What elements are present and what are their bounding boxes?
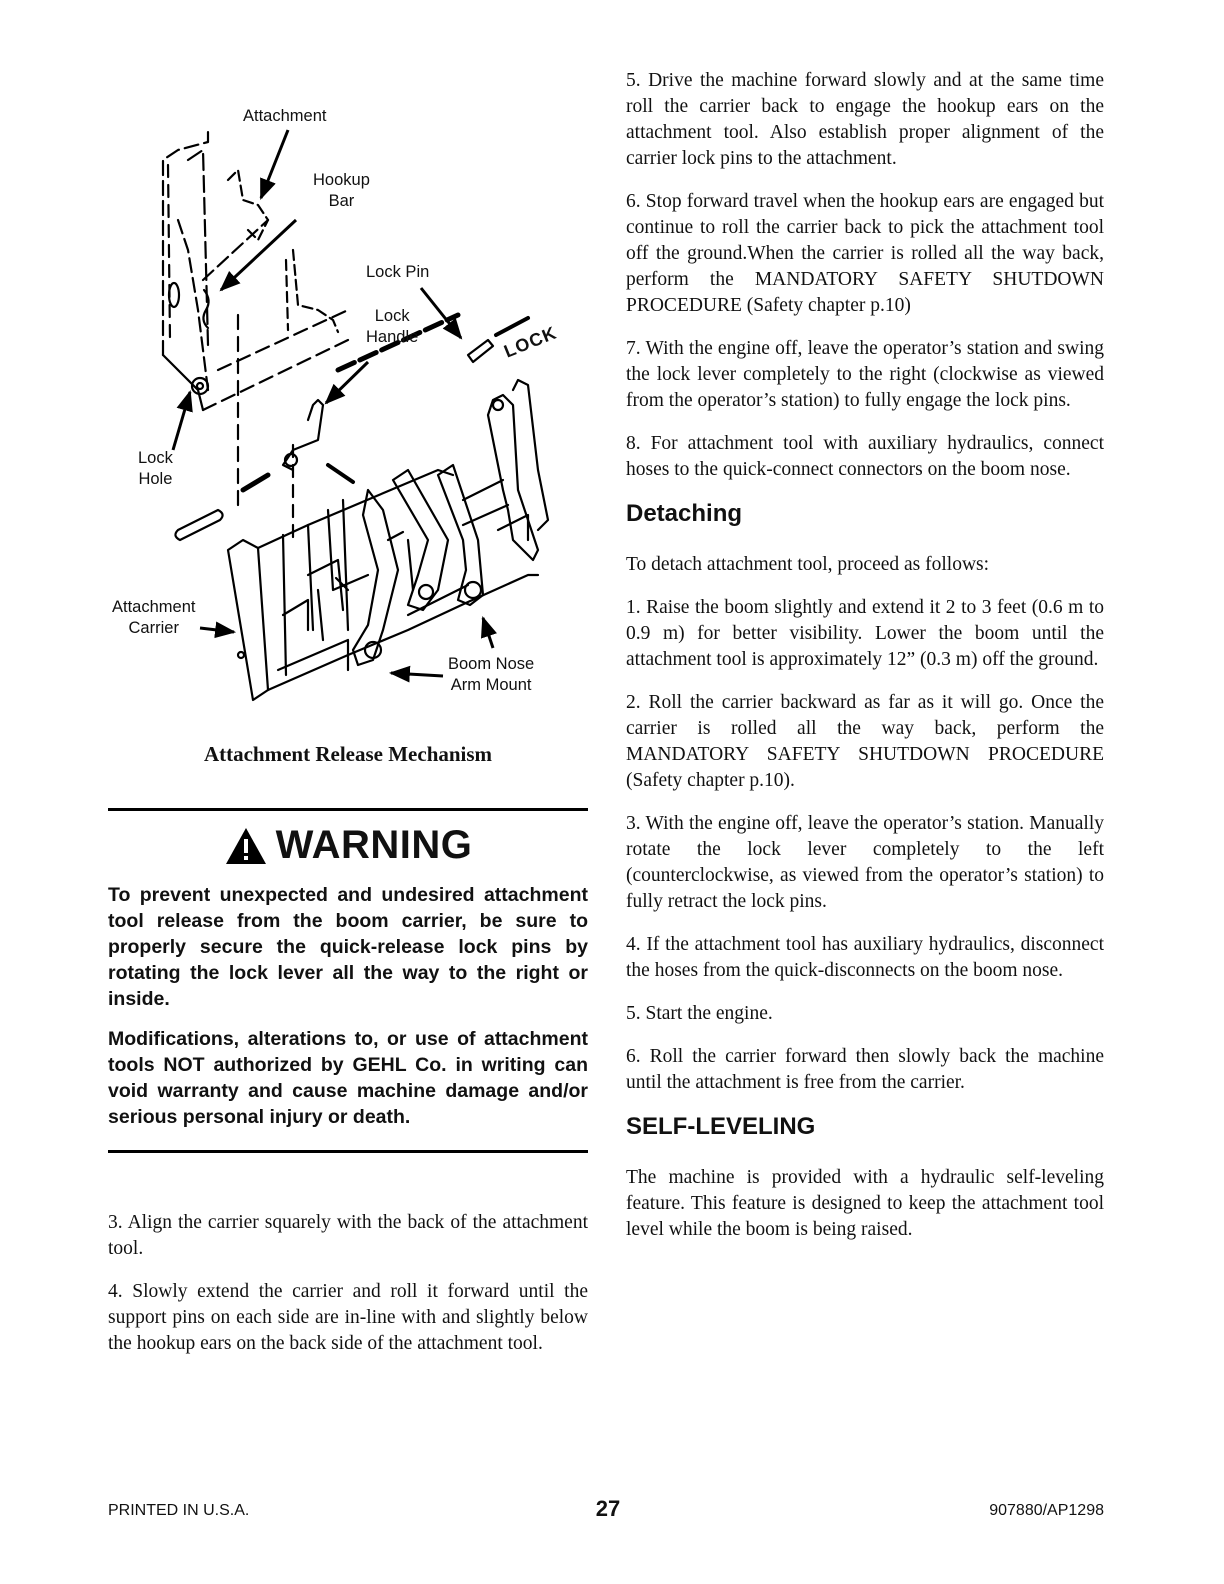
footer-doc-number: 907880/AP1298	[989, 1502, 1104, 1519]
label-hookup-bar: Hookup Bar	[313, 171, 370, 210]
step-item: 3. Align the carrier squarely with the back of the attachment tool.	[108, 1212, 588, 1259]
detaching-intro: To detach attachment tool, proceed as follows:	[626, 554, 990, 575]
label-lock-direction: LOCK	[501, 322, 560, 362]
step-item: 4. Slowly extend the carrier and roll it forward until the support pins on each side are in-line with and slightly below the hookup ears on the back side of the attachment tool.	[108, 1281, 588, 1354]
label-lock-handle: Lock Handle	[366, 307, 419, 346]
self-leveling-text: The machine is provided with a hydraulic self-leveling feature. This feature is designed to keep the attachment tool level while the boom is being raised.	[626, 1167, 1104, 1240]
step-item: 4. If the attachment tool has auxiliary hydraulics, disconnect the hoses from the quick-disconnects on the boom nose.	[626, 934, 1104, 981]
label-lock-hole: Lock Hole	[138, 449, 173, 488]
self-leveling-heading: SELF-LEVELING	[626, 1113, 816, 1140]
step-item: 7. With the engine off, leave the operator’s station and swing the lock lever completely to the right (clockwise as viewed from the operator’s station) to fully engage the lock pins.	[626, 338, 1104, 411]
left-steps	[108, 1210, 588, 1374]
label-lock-pin: Lock Pin	[366, 263, 430, 281]
label-boom-nose: Boom Nose Arm Mount	[448, 655, 535, 694]
left-column	[108, 70, 588, 1354]
warning-paragraph: Modifications, alterations to, or use of attachment tools NOT authorized by GEHL Co. in writing can void warranty and cause machine damage and/or serious personal injury or death.	[108, 1028, 588, 1128]
step-item: 6. Roll the carrier forward then slowly back the machine until the attachment is free from the carrier.	[626, 1046, 1104, 1093]
step-item: 3. With the engine off, leave the operator’s station. Manually rotate the lock lever completely to the left (counterclockwise, as viewed from the operator’s station) to fully retract the lock pins.	[626, 813, 1104, 912]
warning-box	[108, 808, 588, 1153]
step-item: 8. For attachment tool with auxiliary hydraulics, connect hoses to the quick-connect connectors on the boom nose.	[626, 433, 1104, 480]
step-item: 2. Roll the carrier backward as far as it will go. Once the carrier is rolled all the way back, perform the MANDATORY SAFETY SHUTDOWN PROCEDURE (Safety chapter p.10).	[626, 692, 1104, 791]
attachment-release-figure	[108, 70, 588, 766]
figure-caption: Attachment Release Mechanism	[203, 742, 493, 766]
step-item: 5. Start the engine.	[626, 1003, 773, 1024]
footer-printed: PRINTED IN U.S.A.	[108, 1502, 250, 1519]
step-item: 6. Stop forward travel when the hookup ears are engaged but continue to roll the carrier back to pick the attachment tool off the ground.When the carrier is rolled all the way back, perform the MANDATORY SAFETY SHUTDOWN PROCEDURE (Safety chapter p.10)	[626, 191, 1104, 316]
detaching-heading: Detaching	[626, 500, 743, 527]
warning-title: WARNING	[275, 823, 473, 867]
warning-paragraph: To prevent unexpected and undesired attachment tool release from the boom carrier, be sure to properly secure the quick-release lock pins by rotating the lock lever all the way to the right or inside.	[108, 884, 588, 1010]
warning-header	[108, 823, 588, 868]
step-item: 1. Raise the boom slightly and extend it 2 to 3 feet (0.6 m to 0.9 m) for better visibility. Lower the boom until the attachment tool is approximately 12” (0.3 m) off the ground.	[626, 597, 1104, 670]
warning-triangle-icon	[224, 826, 268, 866]
right-column	[626, 68, 1104, 1260]
label-attachment-carrier: Attachment Carrier	[112, 598, 196, 637]
label-attachment: Attachment	[243, 107, 327, 125]
page-number: 27	[595, 1496, 621, 1521]
step-item: 5. Drive the machine forward slowly and at the same time roll the carrier back to engage the hookup ears on the attachment tool. Also establish proper alignment of the carrier lock pins to the attachment.	[626, 70, 1104, 169]
